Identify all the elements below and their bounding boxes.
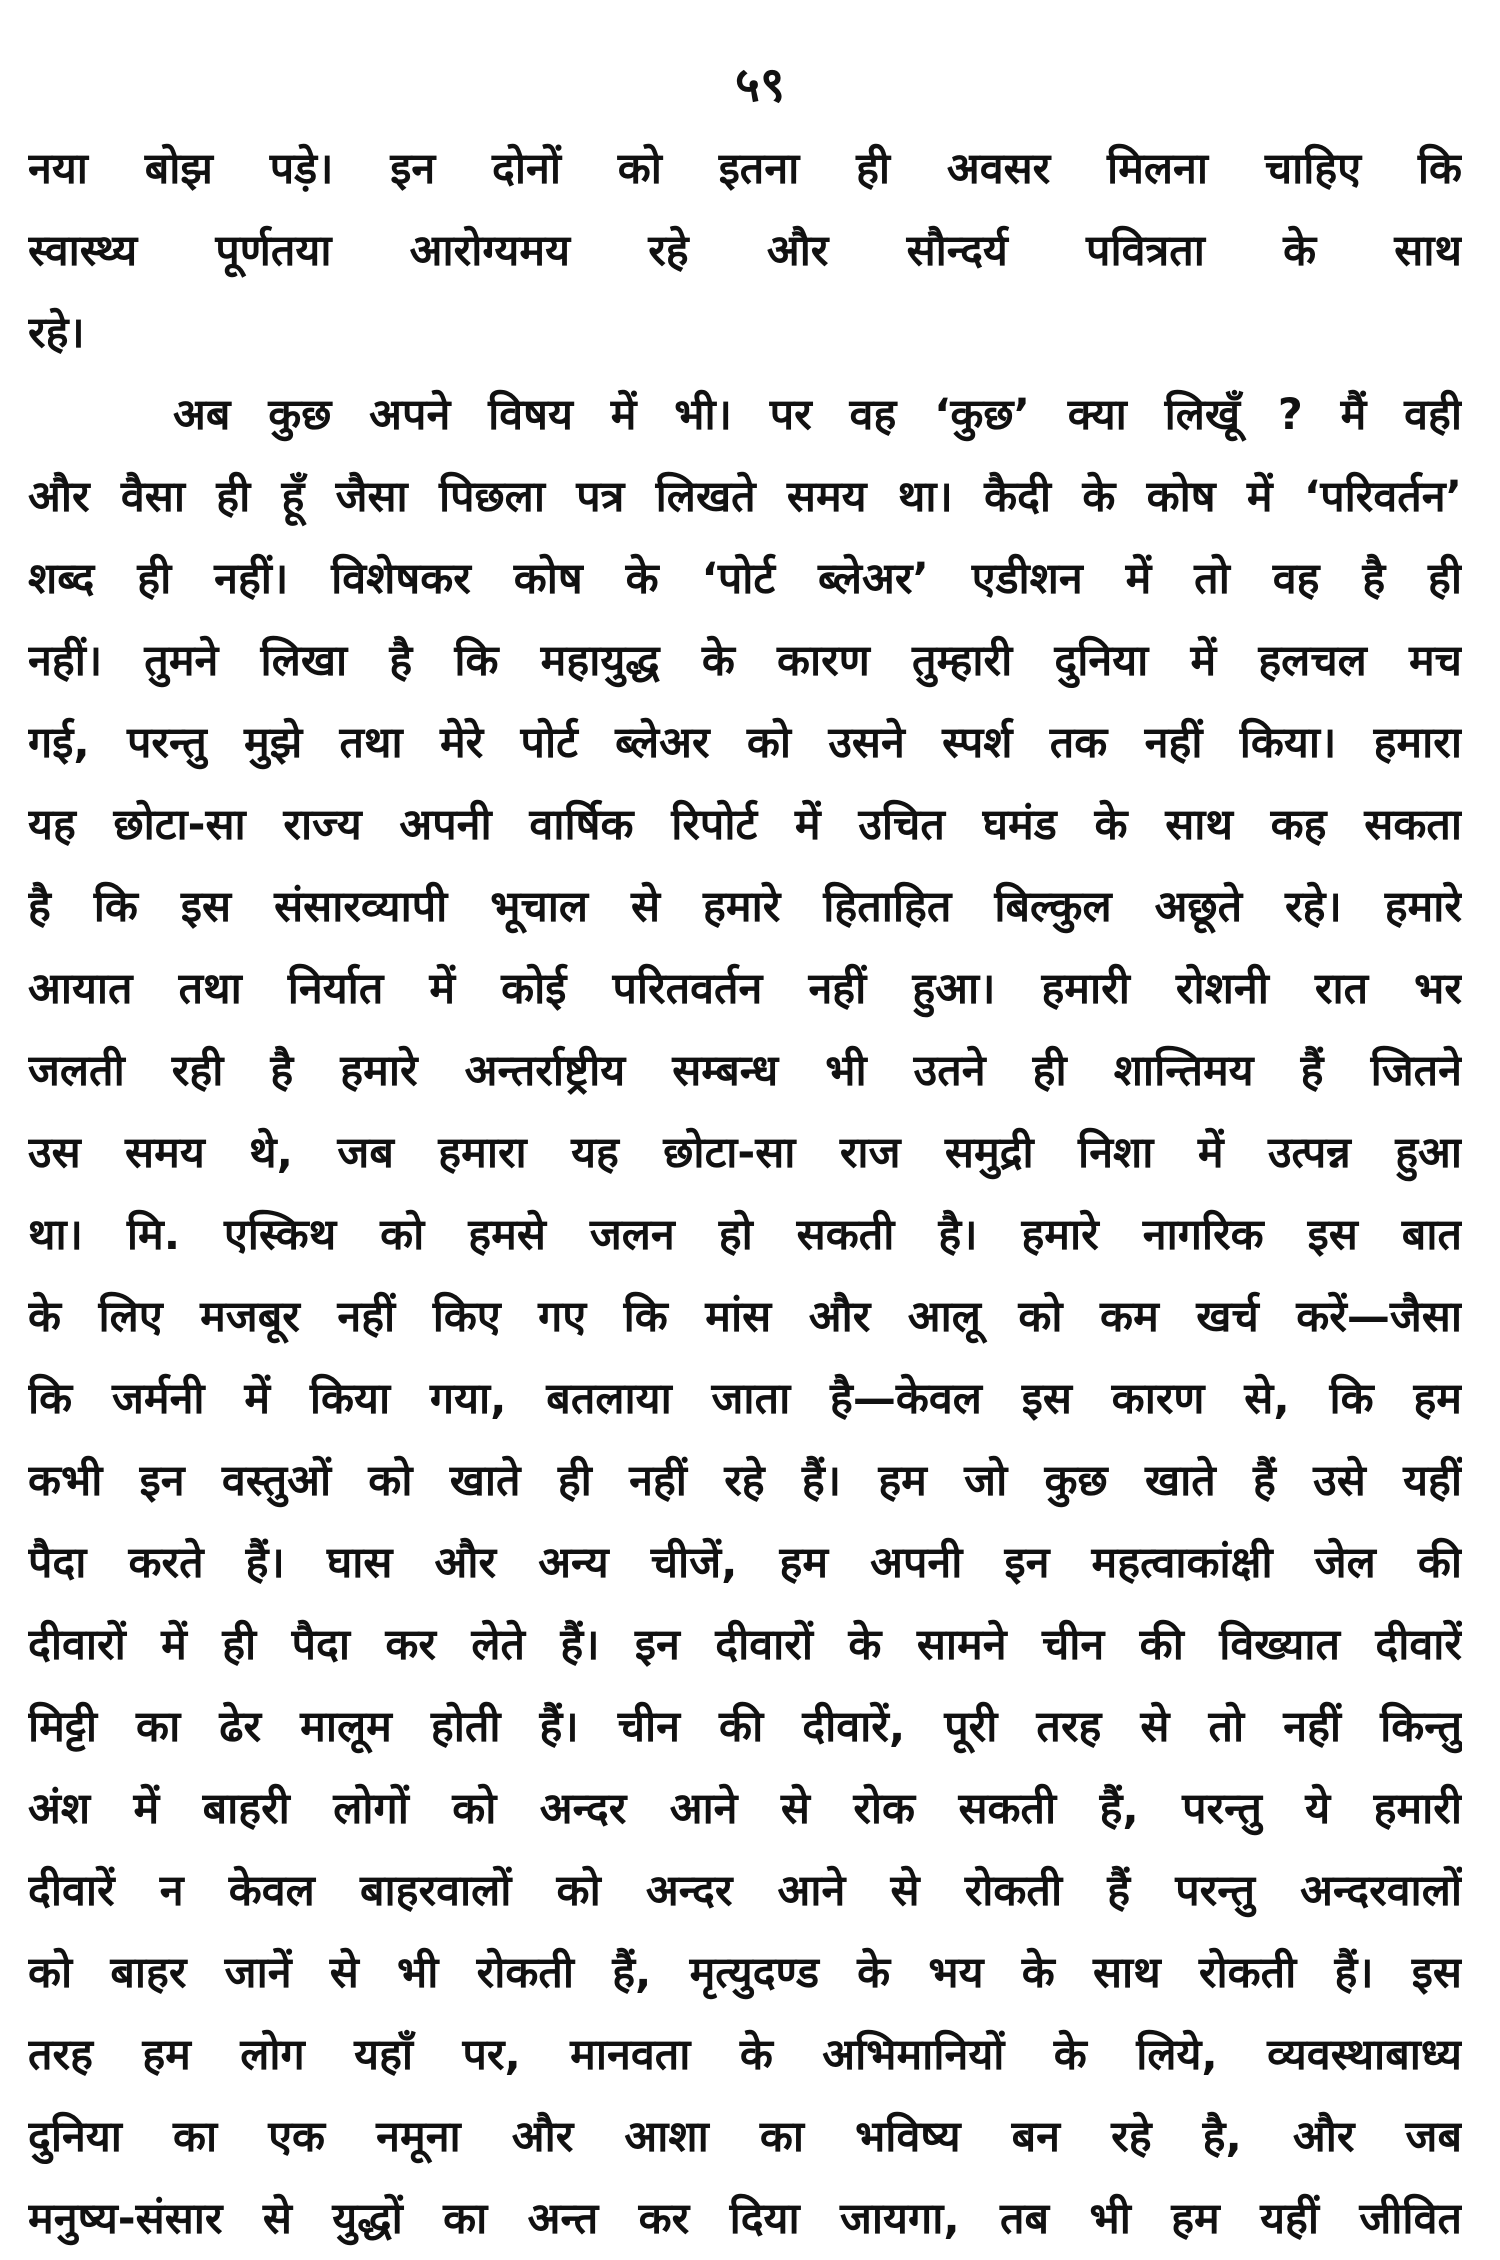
page-number: ५९ [735,57,785,113]
text-line: यह छोटा-सा राज्य अपनी वार्षिक रिपोर्ट में उचित घमंड के साथ कह सकता [28,800,1462,850]
text-line: कि जर्मनी में किया गया, बतलाया जाता है—केवल इस कारण से, कि हम [28,1374,1462,1424]
text-line: मनुष्य-संसार से युद्धों का अन्त कर दिया जायगा, तब भी हम यहीं जीवित [28,2194,1462,2244]
text-line: दुनिया का एक नमूना और आशा का भविष्य बन रहे है, और जब [28,2112,1462,2162]
text-line: अब कुछ अपने विषय में भी। पर वह ‘कुछ’ क्या लिखूँ ? मैं वही [173,390,1462,440]
text-line: रहे। [28,308,85,358]
text-line: है कि इस संसारव्यापी भूचाल से हमारे हिताहित बिल्कुल अछूते रहे। हमारे [28,882,1462,932]
text-line: कभी इन वस्तुओं को खाते ही नहीं रहे हैं। हम जो कुछ खाते हैं उसे यहीं [28,1456,1462,1506]
text-line: पैदा करते हैं। घास और अन्य चीजें, हम अपनी इन महत्वाकांक्षी जेल की [28,1538,1462,1588]
text-line: शब्द ही नहीं। विशेषकर कोष के ‘पोर्ट ब्लेअर’ एडीशन में तो वह है ही [28,554,1462,604]
text-line: तरह हम लोग यहाँ पर, मानवता के अभिमानियों के लिये, व्यवस्थाबाध्य [28,2030,1462,2080]
text-line: दीवारों में ही पैदा कर लेते हैं। इन दीवारों के सामने चीन की विख्यात दीवारें [28,1620,1462,1670]
text-line: नया बोझ पड़े। इन दोनों को इतना ही अवसर मिलना चाहिए कि [28,144,1462,194]
text-line: नहीं। तुमने लिखा है कि महायुद्ध के कारण तुम्हारी दुनिया में हलचल मच [28,636,1462,686]
text-line: के लिए मजबूर नहीं किए गए कि मांस और आलू को कम खर्च करें—जैसा [28,1292,1462,1342]
text-line: अंश में बाहरी लोगों को अन्दर आने से रोक सकती हैं, परन्तु ये हमारी [28,1784,1462,1834]
text-line: और वैसा ही हूँ जैसा पिछला पत्र लिखते समय था। कैदी के कोष में ‘परिवर्तन’ [28,472,1462,522]
text-line: उस समय थे, जब हमारा यह छोटा-सा राज समुद्री निशा में उत्पन्न हुआ [28,1128,1462,1178]
text-line: आयात तथा निर्यात में कोई परितवर्तन नहीं हुआ। हमारी रोशनी रात भर [28,964,1462,1014]
body-text [28,128,1462,2260]
text-line: जलती रही है हमारे अन्तर्राष्ट्रीय सम्बन्ध भी उतने ही शान्तिमय हैं जितने [28,1046,1462,1096]
text-line: स्वास्थ्य पूर्णतया आरोग्यमय रहे और सौन्दर्य पवित्रता के साथ [28,226,1462,276]
text-line: था। मि. एस्किथ को हमसे जलन हो सकती है। हमारे नागरिक इस बात [28,1210,1462,1260]
text-line: दीवारें न केवल बाहरवालों को अन्दर आने से रोकती हैं परन्तु अन्दरवालों [28,1866,1462,1916]
text-line: मिट्टी का ढेर मालूम होती हैं। चीन की दीवारें, पूरी तरह से तो नहीं किन्तु [28,1702,1462,1752]
text-line: को बाहर जानें से भी रोकती हैं, मृत्युदण्ड के भय के साथ रोकती हैं। इस [28,1948,1462,1998]
text-line: गई, परन्तु मुझे तथा मेरे पोर्ट ब्लेअर को उसने स्पर्श तक नहीं किया। हमारा [28,718,1462,768]
